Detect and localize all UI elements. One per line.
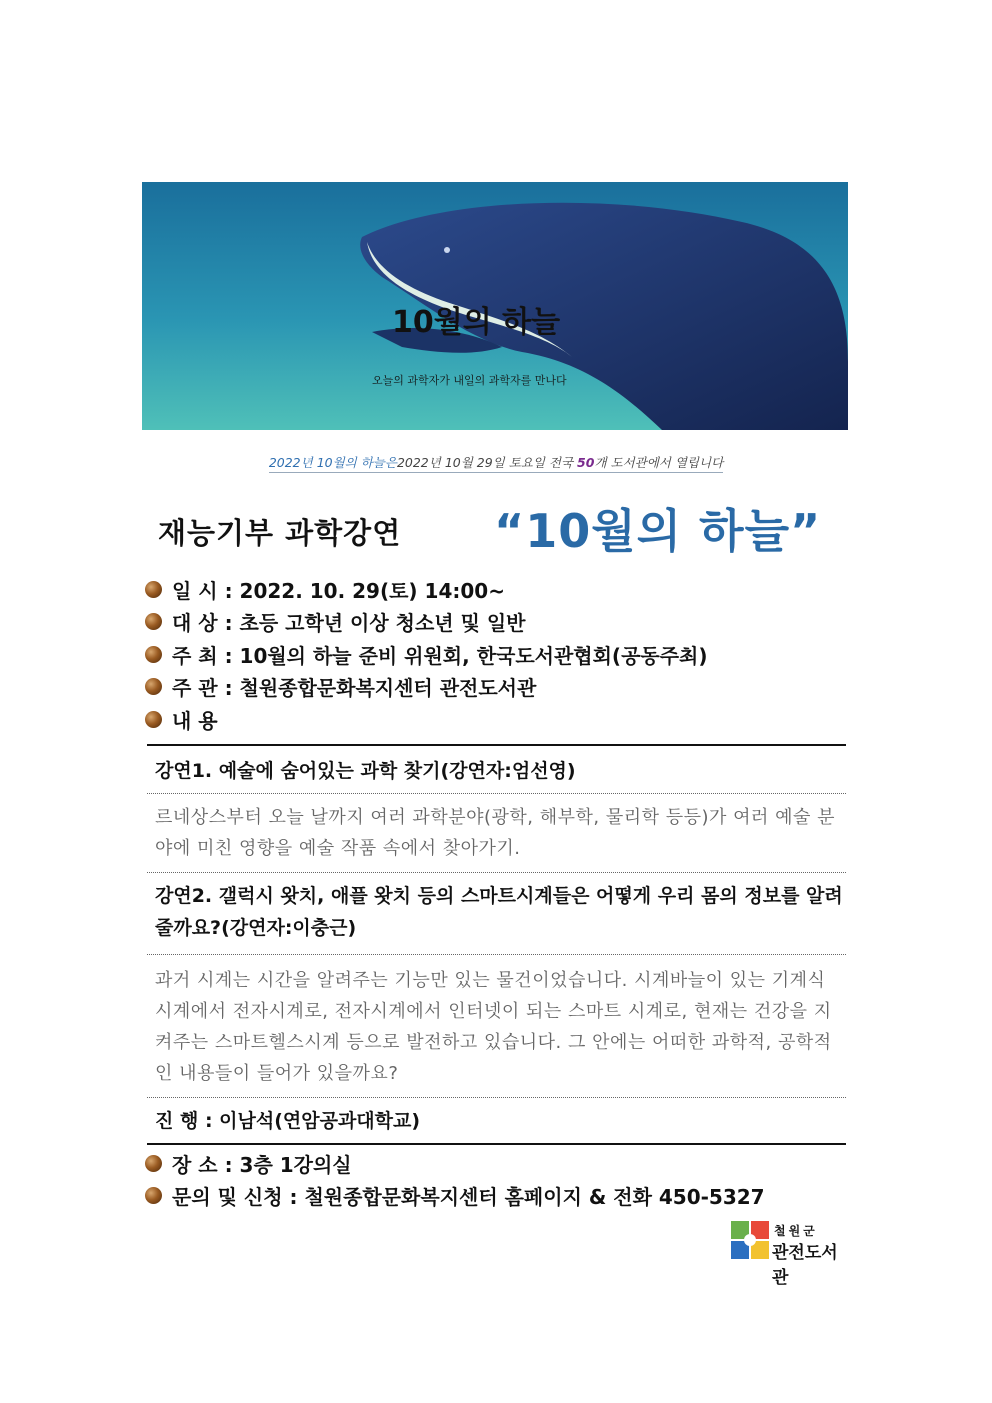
lecture-1-title-block [147,755,846,787]
library-logo-icon [730,1220,770,1260]
bullet-icon [145,711,162,728]
lecture-2-body: 과거 시계는 시간을 알려주는 기능만 있는 물건이었습니다. 시계바늘이 있는 기계식 시계에서 전자시계로, 전자시계에서 인터넷이 되는 스마트 시계로, 현재는 건강을 지켜주는 스마트헬스시계 등으로 발전하고 있습니다. 그 안에는 어떠한 과학적, 공학적인 내용들이 들어가 있을까요? [155,970,832,1084]
caption-year-1: 2022 [268,455,301,470]
library-logo [730,1220,850,1288]
bullet-icon [145,1187,162,1204]
info-item-contact [145,1180,845,1213]
divider [147,793,846,794]
info-text: 장 소 : 3층 1강의실 [172,1152,352,1177]
moderator: 진 행 : 이남석(연암공과대학교) [155,1110,421,1132]
logo-small-text: 철원군 [774,1224,818,1238]
logo-big-text: 관전도서관 [772,1243,838,1288]
info-text: 문의 및 신청 : 철원종합문화복지센터 홈페이지 & 전화 450-5327 [172,1185,765,1210]
info-text: 주 최 : 10월의 하늘 준비 위원회, 한국도서관협회(공동주최) [172,643,708,668]
lecture-1-body-block [147,802,846,864]
divider [147,1097,846,1098]
info-item-host [145,638,845,671]
bullet-icon [145,678,162,695]
title-right: “10월의 하늘” [494,504,822,558]
info-item-content [145,703,845,736]
banner-title: 10월의 하늘 [392,305,561,340]
divider [147,954,846,955]
info-text: 주 관 : 철원종합문화복지센터 관전도서관 [172,676,537,701]
lecture-2-title-block [147,880,846,944]
divider [147,872,846,873]
info-item-place [145,1147,845,1180]
lecture-2-title: 강연2. 갤럭시 왓치, 애플 왓치 등의 스마트시계들은 어떻게 우리 몸의 정보를 알려줄까요?(강연자:이충근) [155,885,843,939]
info-item-target [145,606,845,639]
title-left: 재능기부 과학강연 [158,516,402,550]
bullet-icon [145,1155,162,1172]
info-list [145,573,845,736]
info-item-date [145,573,845,606]
bullet-icon [145,613,162,630]
bullet-icon [145,581,162,598]
divider [147,1143,846,1145]
lecture-1-body: 르네상스부터 오늘 날까지 여러 과학분야(광학, 해부학, 물리학 등등)가 여러 예술 분야에 미친 영향을 예술 작품 속에서 찾아가기. [155,807,836,859]
banner-subtitle: 오늘의 과학자가 내일의 과학자를 만나다 [372,374,567,387]
event-caption [0,453,992,471]
lecture-1-title: 강연1. 예술에 숨어있는 과학 찾기(강연자:엄선영) [155,760,576,782]
caption-part-1: 년 10월의 하늘은 [300,455,397,470]
info-text: 내 용 [172,708,218,733]
caption-part-3: 개 도서관에서 열립니다 [594,455,724,470]
caption-count: 50 [577,455,595,470]
moderator-block [147,1105,846,1137]
whale-banner-image [142,182,848,430]
caption-year-2: 2022 [396,455,429,470]
info-list-2 [145,1147,845,1212]
caption-part-2: 년 10월 29일 토요일 전국 [428,455,578,470]
info-text: 일 시 : 2022. 10. 29(토) 14:00~ [172,578,505,603]
divider [147,744,846,746]
bullet-icon [145,646,162,663]
info-item-organizer [145,671,845,704]
info-text: 대 상 : 초등 고학년 이상 청소년 및 일반 [172,611,526,636]
page-title [158,495,858,557]
lecture-2-body-block [147,965,846,1089]
